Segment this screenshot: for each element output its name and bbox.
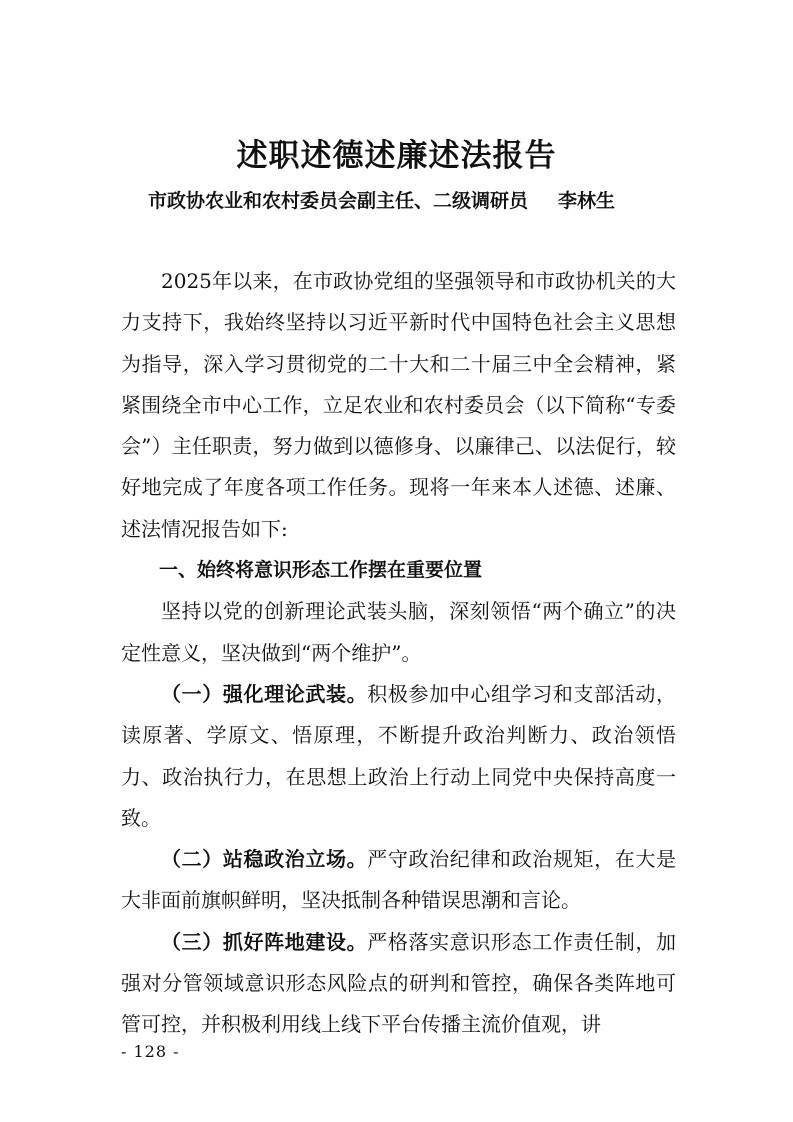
item-text-2: 严守政治纪律和政治规矩，在大是大非面前旗帜鲜明，坚决抵制各种错误思潮和言论。: [121, 847, 676, 913]
section-intro-paragraph: 坚持以党的创新理论武装头脑，深刻领悟“两个确立”的决定性意义，坚决做到“两个维护”。: [121, 599, 676, 665]
item-lead-2: （二）站稳政治立场。: [161, 847, 368, 872]
item-paragraph-3: [121, 922, 676, 1046]
page-number: - 128 -: [121, 1042, 180, 1061]
report-body: [121, 261, 676, 1046]
report-subtitle: [148, 186, 708, 216]
intro-paragraph: 2025年以来，在市政协党组的坚强领导和市政协机关的大力支持下，我始终坚持以习近平新时代中国特色社会主义思想为指导，深入学习贯彻党的二十大和二十届三中全会精神，紧紧围绕全市中心工作，立足农业和农村委员会（以下简称“专委会”）主任职责，努力做到以德修身、以廉律己、以法促行，较好地完成了年度各项工作任务。现将一年来本人述德、述廉、述法情况报告如下:: [121, 269, 676, 541]
item-lead-3: （三）抓好阵地建设。: [161, 929, 368, 954]
item-paragraph-1: [121, 674, 676, 839]
author-position: 市政协农业和农村委员会副主任、二级调研员: [148, 190, 529, 212]
section-heading: 一、始终将意识形态工作摆在重要位置: [159, 559, 483, 582]
item-lead-1: （一）强化理论武装。: [161, 681, 368, 706]
author-name: 李林生: [558, 190, 616, 212]
item-paragraph-2: [121, 839, 676, 922]
item-text-1: 积极参加中心组学习和支部活动，读原著、学原文、悟原理，不断提升政治判断力、政治领悟力、政治执行力，在思想上政治上行动上同党中央保持高度一致。: [121, 681, 676, 830]
item-text-3: 严格落实意识形态工作责任制，加强对分管领域意识形态风险点的研判和管控，确保各类阵地可管可控，并积极利用线上线下平台传播主流价值观，讲: [121, 929, 676, 1037]
report-title: 述职述德述廉述法报告: [236, 138, 557, 174]
